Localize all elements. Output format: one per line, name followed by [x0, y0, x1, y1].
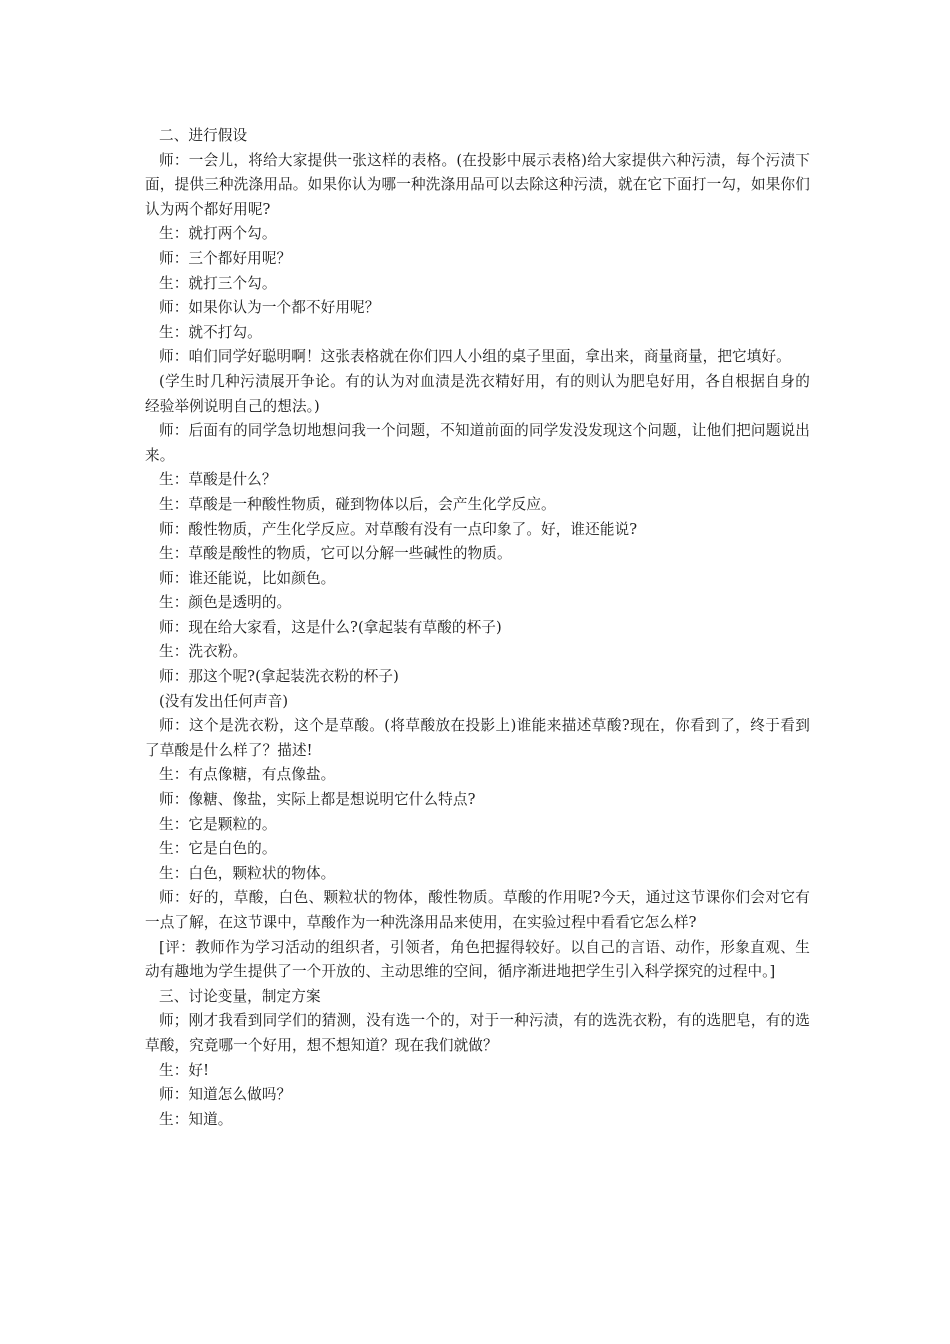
paragraph: (学生时几种污渍展开争论。有的认为对血渍是洗衣精好用，有的则认为肥皂好用，各自根据自身的经验举例说明自己的想法。)	[145, 372, 810, 415]
paragraph: 师：后面有的同学急切地想问我一个问题，不知道前面的同学发没发现这个问题，让他们把问题说出来。	[145, 422, 810, 464]
paragraph: 师：三个都好用呢？	[159, 249, 292, 267]
document-body	[145, 124, 810, 1132]
paragraph: 师：像糖、像盐，实际上都是想说明它什么特点?	[159, 791, 476, 809]
paragraph: 生：草酸是什么？	[159, 471, 277, 489]
paragraph: 生：好!	[159, 1061, 210, 1079]
paragraph: 生：草酸是一种酸性物质，碰到物体以后，会产生化学反应。	[159, 495, 556, 513]
paragraph: 生：草酸是酸性的物质，它可以分解一些碱性的物质。	[159, 545, 512, 563]
paragraph: 生：就不打勾。	[159, 323, 262, 341]
paragraph: 生：它是白色的。	[159, 840, 277, 858]
paragraph: 师：这个是洗衣粉，这个是草酸。(将草酸放在投影上)谁能来描述草酸?现在，你看到了，终于看到了草酸是什么样了？描述!	[145, 717, 810, 759]
paragraph: (没有发出任何声音)	[159, 692, 289, 710]
paragraph: 师：咱们同学好聪明啊！这张表格就在你们四人小组的桌子里面，拿出来，商量商量，把它填好。	[159, 348, 791, 366]
paragraph: 生：就打三个勾。	[159, 274, 277, 292]
commentary-paragraph: [评：教师作为学习活动的组织者，引领者，角色把握得较好。以自己的言语、动作，形象直观、生动有趣地为学生提供了一个开放的、主动思维的空间，循序渐进地把学生引入科学探究的过程中。]	[145, 938, 810, 981]
paragraph: 生：洗衣粉。	[159, 643, 248, 661]
paragraph: 生：就打两个勾。	[159, 225, 277, 243]
paragraph: 生：颜色是透明的。	[159, 594, 292, 612]
paragraph: 生：白色，颗粒状的物体。	[159, 864, 336, 882]
paragraph: 师：如果你认为一个都不好用呢？	[159, 299, 380, 317]
paragraph: 师：好的，草酸，白色、颗粒状的物体，酸性物质。草酸的作用呢?今天，通过这节课你们会对它有一点了解，在这节课中，草酸作为一种洗涤用品来使用，在实验过程中看看它怎么样?	[145, 889, 810, 931]
paragraph: 师：谁还能说，比如颜色。	[159, 569, 336, 587]
paragraph: 师：酸性物质，产生化学反应。对草酸有没有一点印象了。好，谁还能说?	[159, 520, 638, 538]
section-heading: 三、讨论变量，制定方案	[159, 987, 321, 1005]
paragraph: 师；刚才我看到同学们的猜测，没有选一个的，对于一种污渍，有的选洗衣粉，有的选肥皂，有的选草酸，究竟哪一个好用，想不想知道？现在我们就做？	[145, 1012, 810, 1054]
paragraph: 师：现在给大家看，这是什么?(拿起装有草酸的杯子)	[159, 618, 502, 636]
paragraph: 师：一会儿，将给大家提供一张这样的表格。(在投影中展示表格)给大家提供六种污渍，每个污渍下面，提供三种洗涤用品。如果你认为哪一种洗涤用品可以去除这种污渍，就在它下面打一勾，如果你们认为两个都好用呢?	[145, 151, 810, 218]
paragraph: 生：它是颗粒的。	[159, 815, 277, 833]
paragraph: 生：有点像糖，有点像盐。	[159, 766, 336, 784]
section-heading: 二、进行假设	[159, 127, 248, 144]
paragraph: 生：知道。	[159, 1110, 233, 1128]
paragraph: 师：知道怎么做吗？	[159, 1086, 292, 1104]
paragraph: 师：那这个呢?(拿起装洗衣粉的杯子)	[159, 668, 399, 686]
